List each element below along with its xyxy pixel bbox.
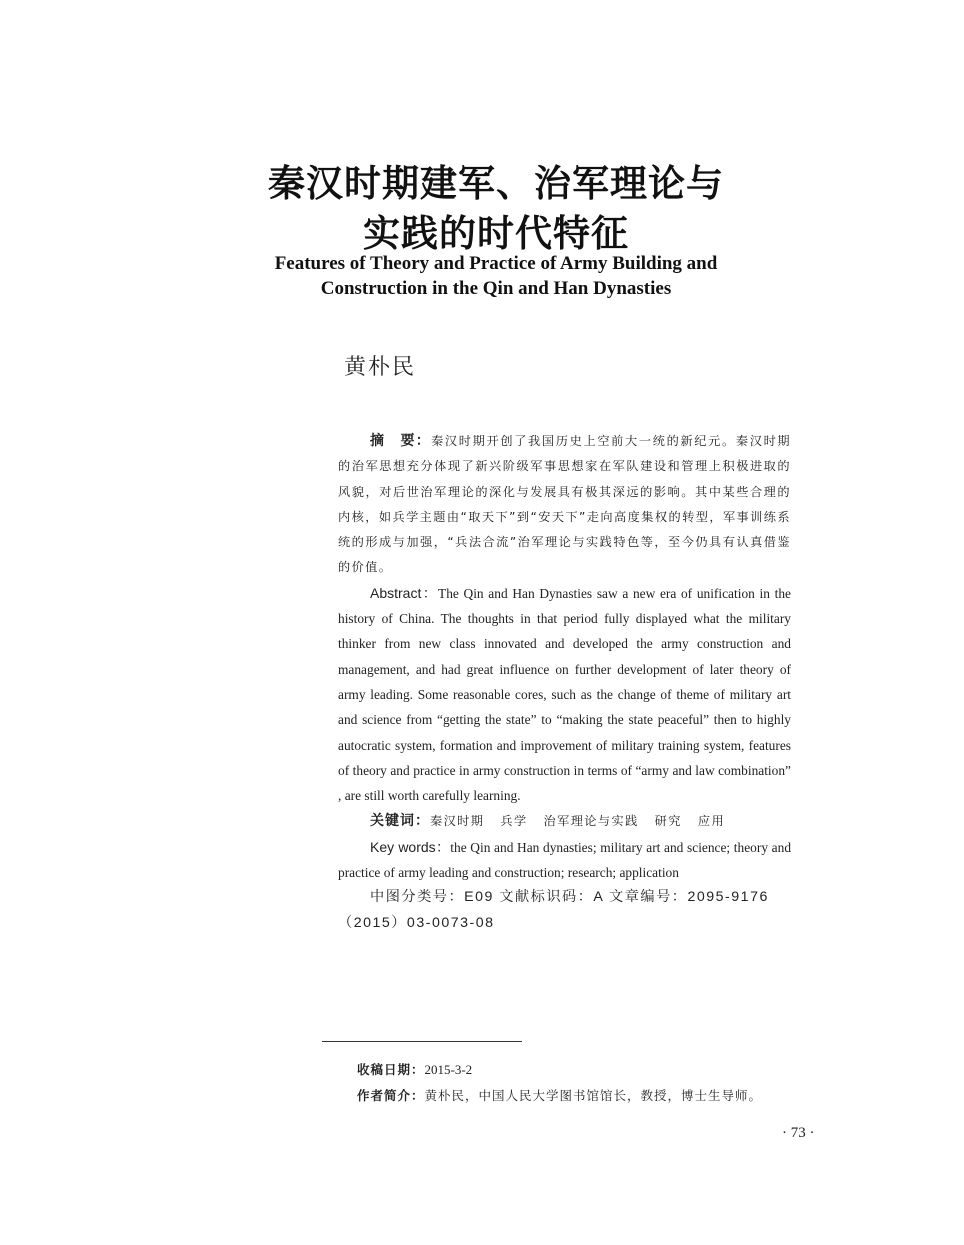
abstract-english-label: Abstract： (370, 584, 439, 601)
keyword-term: 研究 (654, 814, 682, 829)
abstract-chinese (338, 428, 791, 581)
abstract-block (338, 428, 791, 936)
received-date-label: 收稿日期： (357, 1062, 425, 1077)
page-number: · 73 · (782, 1125, 815, 1141)
keyword-term: 治军理论与实践 (543, 814, 639, 829)
abstract-english-text: The Qin and Han Dynasties saw a new era of unification in the history of China. The thoughts in that period fully displayed what the military thinker from new class innovated and developed the army construction and management, and had great influence on further development of later theory of army leading. Some reasonable cores, such as the change of theme of military art and science from “getting the state” to “making the state peaceful” then to highly autocratic system, formation and improvement of military training system, features of theory and practice in army construction in terms of “army and law combination” , are still worth carefully learning. (338, 585, 791, 804)
author-bio-text: 黄朴民，中国人民大学图书馆馆长，教授，博士生导师。 (424, 1088, 763, 1103)
classification-line-2: （2015）03-0073-08 (338, 914, 495, 931)
abstract-chinese-label: 摘 要： (370, 432, 432, 448)
author-name: 黄朴民 (344, 355, 417, 380)
author-bio-label: 作者简介： (357, 1088, 425, 1103)
title-english-line-1: Features of Theory and Practice of Army Building and (274, 253, 718, 274)
classification-line-1: 中图分类号：E09 文献标识码：A 文章编号：2095-9176 (370, 889, 769, 906)
keyword-term: 秦汉时期 (430, 814, 485, 829)
keywords-english (338, 835, 791, 886)
title-chinese-line-1: 秦汉时期建军、治军理论与 (268, 161, 724, 205)
footnote-author-bio (357, 1086, 762, 1104)
footnote-divider (322, 1041, 522, 1042)
keywords-chinese-label: 关键词： (370, 812, 430, 829)
keywords-chinese (338, 808, 791, 834)
abstract-chinese-text: 秦汉时期开创了我国历史上空前大一统的新纪元。秦汉时期的治军思想充分体现了新兴阶级军事思想家在军队建设和管理上积极进取的风貌，对后世治军理论的深化与发展具有极其深远的影响。其中某些合理的内核，如兵学主题由“取天下”到“安天下”走向高度集权的转型，军事训练系统的形成与加强，“兵法合流”治军理论与实践特色等，至今仍具有认真借鉴的价值。 (338, 434, 792, 575)
keywords-english-label: Key words： (370, 838, 451, 855)
footnote-received-date (357, 1060, 472, 1078)
abstract-english (338, 581, 791, 809)
keyword-term: 应用 (697, 814, 726, 829)
keyword-term: 兵学 (500, 814, 528, 829)
keywords-english-text: the Qin and Han dynasties; military art and science; theory and practice of army leading and construction; research; application (338, 839, 792, 881)
title-chinese-line-2: 实践的时代特征 (363, 211, 629, 255)
received-date-value: 2015-3-2 (424, 1062, 473, 1077)
title-english-line-2: Construction in the Qin and Han Dynasties (320, 278, 672, 299)
